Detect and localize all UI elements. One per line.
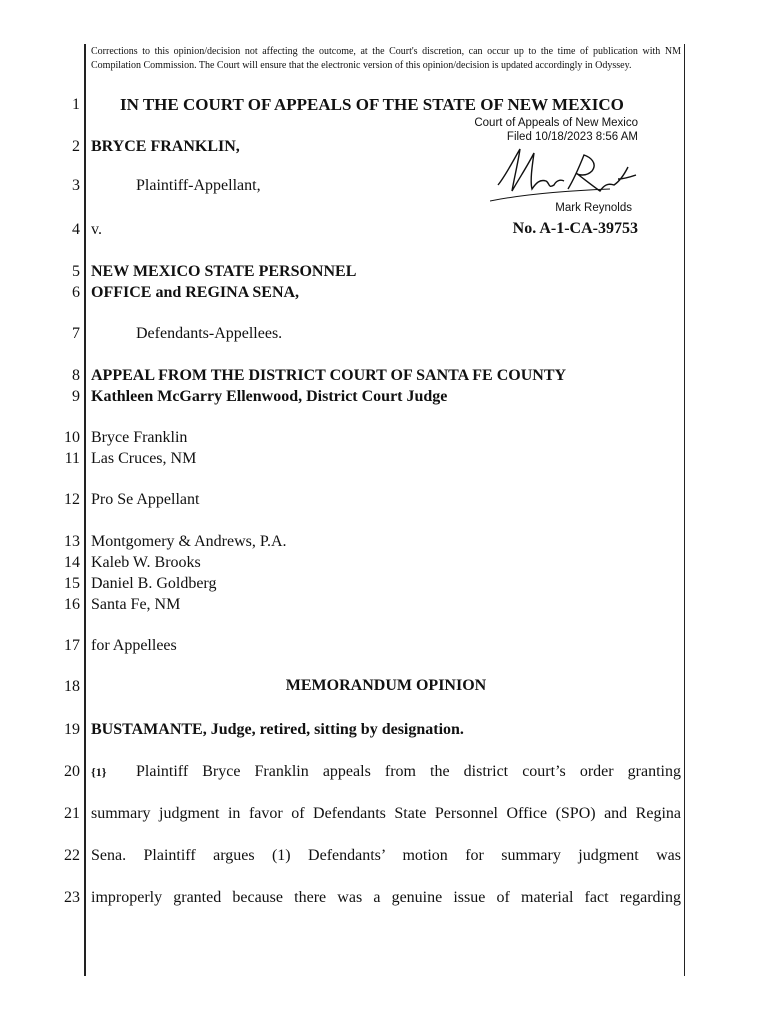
defendant-line-1: NEW MEXICO STATE PERSONNEL [91, 263, 357, 280]
versus: v. [91, 221, 102, 238]
left-margin-rule [84, 44, 86, 976]
paragraph-number: {1} [91, 765, 107, 779]
line-number: 23 [64, 889, 80, 906]
line-number: 11 [64, 450, 80, 467]
line-number: 14 [64, 554, 80, 571]
court-title: IN THE COURT OF APPEALS OF THE STATE OF NEW MEXICO [120, 95, 624, 114]
line-number: 12 [64, 491, 80, 508]
plaintiff-name: BRYCE FRANKLIN, [91, 138, 240, 155]
body-line-20: Plaintiff Bryce Franklin appeals from the district court’s order granting [136, 763, 681, 780]
line-number: 8 [72, 367, 80, 384]
line-number: 6 [72, 284, 80, 301]
line-number: 18 [64, 678, 80, 695]
line-number: 21 [64, 805, 80, 822]
appellant-role: Pro Se Appellant [91, 491, 200, 508]
clerk-signature [490, 145, 640, 207]
plaintiff-role: Plaintiff-Appellant, [136, 177, 261, 194]
line-number: 22 [64, 847, 80, 864]
line-number: 20 [64, 763, 80, 780]
appellees-city: Santa Fe, NM [91, 596, 181, 613]
line-number: 7 [72, 325, 80, 342]
appeal-court: APPEAL FROM THE DISTRICT COURT OF SANTA FE COUNTY [91, 367, 567, 384]
appellees-firm: Montgomery & Andrews, P.A. [91, 533, 287, 550]
line-number: 17 [64, 637, 80, 654]
paragraph-marker [91, 762, 106, 782]
line-number: 1 [72, 96, 80, 113]
appellees-attorney-2: Daniel B. Goldberg [91, 575, 217, 592]
district-judge: Kathleen McGarry Ellenwood, District Court Judge [91, 388, 448, 405]
opinion-title: MEMORANDUM OPINION [285, 677, 487, 694]
appellant-name: Bryce Franklin [91, 429, 188, 446]
line-number: 5 [72, 263, 80, 280]
filing-date: Filed 10/18/2023 8:56 AM [506, 131, 638, 143]
line-number: 3 [72, 177, 80, 194]
appellees-role: for Appellees [91, 637, 177, 654]
line-number: 10 [64, 429, 80, 446]
body-line-22: Sena. Plaintiff argues (1) Defendants’ motion for summary judgment was [91, 847, 681, 864]
line-number: 9 [72, 388, 80, 405]
corrections-notice: Corrections to this opinion/decision not affecting the outcome, at the Court's discretion, can occur up to the time of publication with NM Compilation Commission. The Court will ensure that the electronic version of this opinion/decision is updated accordingly in Odyssey. [91, 46, 681, 71]
clerk-name: Mark Reynolds [555, 202, 632, 214]
appellees-attorney-1: Kaleb W. Brooks [91, 554, 201, 571]
line-number: 19 [64, 721, 80, 738]
filing-court: Court of Appeals of New Mexico [474, 117, 638, 129]
right-margin-rule [684, 44, 685, 976]
body-line-21: summary judgment in favor of Defendants State Personnel Office (SPO) and Regina [91, 805, 681, 822]
defendant-line-2: OFFICE and REGINA SENA, [91, 284, 300, 301]
body-line-23: improperly granted because there was a genuine issue of material fact regarding [91, 889, 681, 906]
docket-number: No. A-1-CA-39753 [512, 220, 638, 237]
filing-stamp [420, 116, 638, 144]
line-number: 4 [72, 221, 80, 238]
line-number: 15 [64, 575, 80, 592]
defendant-role: Defendants-Appellees. [136, 325, 283, 342]
line-number: 13 [64, 533, 80, 550]
opinion-author: BUSTAMANTE, Judge, retired, sitting by designation. [91, 721, 464, 738]
line-number: 2 [72, 138, 80, 155]
appellant-city: Las Cruces, NM [91, 450, 197, 467]
line-number: 16 [64, 596, 80, 613]
